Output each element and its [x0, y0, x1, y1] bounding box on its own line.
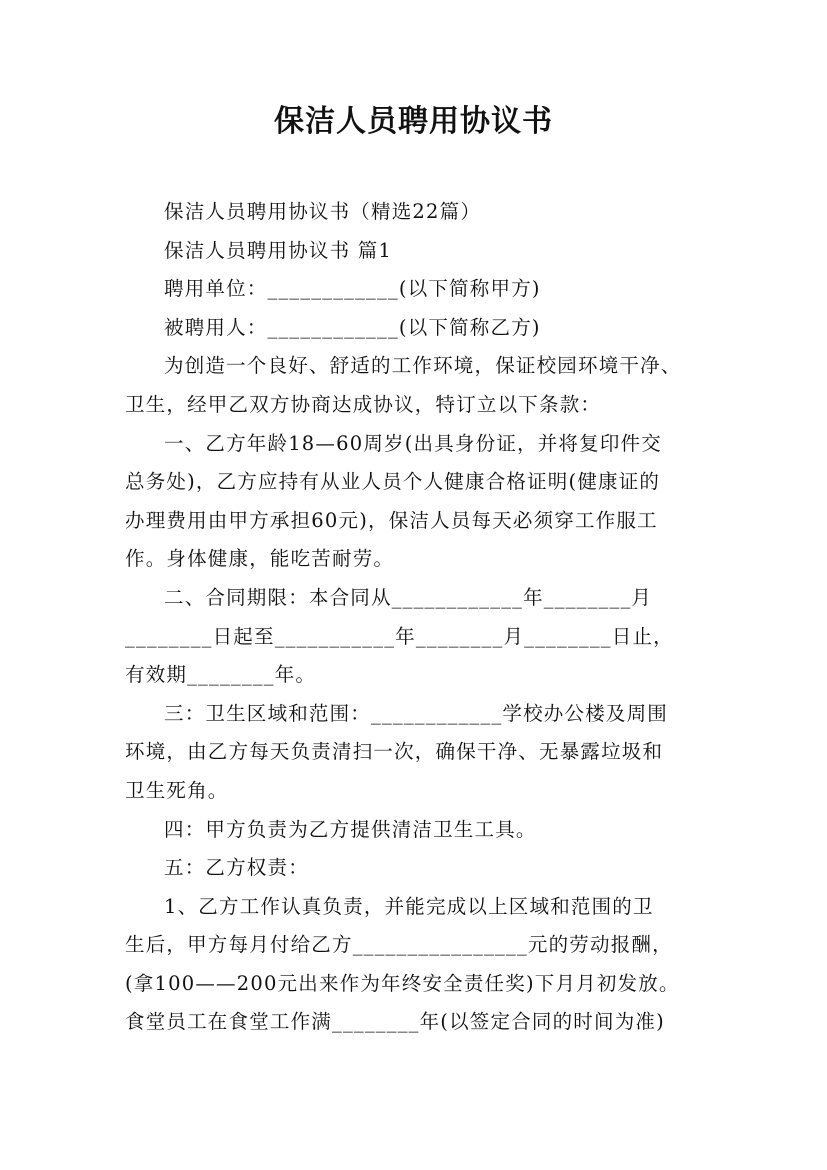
text-line: 一、乙方年龄18—60周岁(出具身份证，并将复印件交: [164, 431, 662, 455]
text-line: ________日起至___________年________月________日止，: [125, 624, 674, 648]
text-line: (拿100——200元出来作为年终安全责任奖)下月月初发放。: [125, 971, 680, 995]
document-body: [125, 193, 715, 1042]
text-line: 环境，由乙方每天负责清扫一次，确保干净、无暴露垃圾和: [125, 740, 664, 764]
text-line: 五：乙方权责：: [164, 856, 309, 880]
text-line: 四：甲方负责为乙方提供清洁卫生工具。: [164, 817, 537, 841]
text-line: 二、合同期限：本合同从____________年________月: [164, 585, 653, 609]
text-line: 生后，甲方每月付给乙方________________元的劳动报酬，: [125, 933, 673, 957]
text-line: 保洁人员聘用协议书（精选22篇）: [164, 200, 482, 223]
text-line: 食堂员工在食堂工作满________年(以签定合同的时间为准): [125, 1010, 665, 1034]
text-line: 卫生死角。: [125, 778, 229, 802]
text-line: 作。身体健康，能吃苦耐劳。: [125, 547, 395, 571]
text-line: 保洁人员聘用协议书 篇1: [164, 238, 393, 262]
text-line: 被聘用人：____________(以下简称乙方): [164, 315, 541, 339]
text-line: 卫生，经甲乙双方协商达成协议，特订立以下条款：: [125, 392, 602, 416]
text-line: 有效期________年。: [125, 663, 317, 687]
text-line: 三：卫生区域和范围：____________学校办公楼及周围: [164, 701, 669, 725]
text-line: 聘用单位：____________(以下简称甲方): [164, 277, 541, 301]
text-line: 办理费用由甲方承担60元)，保洁人员每天必须穿工作服工: [125, 508, 658, 532]
document-title: 保洁人员聘用协议书: [274, 104, 553, 139]
text-line: 1、乙方工作认真负责，并能完成以上区域和范围的卫: [164, 894, 654, 918]
text-line: 总务处)，乙方应持有从业人员个人健康合格证明(健康证的: [125, 470, 661, 494]
text-line: 为创造一个良好、舒适的工作环境，保证校园环境干净、: [164, 354, 682, 378]
